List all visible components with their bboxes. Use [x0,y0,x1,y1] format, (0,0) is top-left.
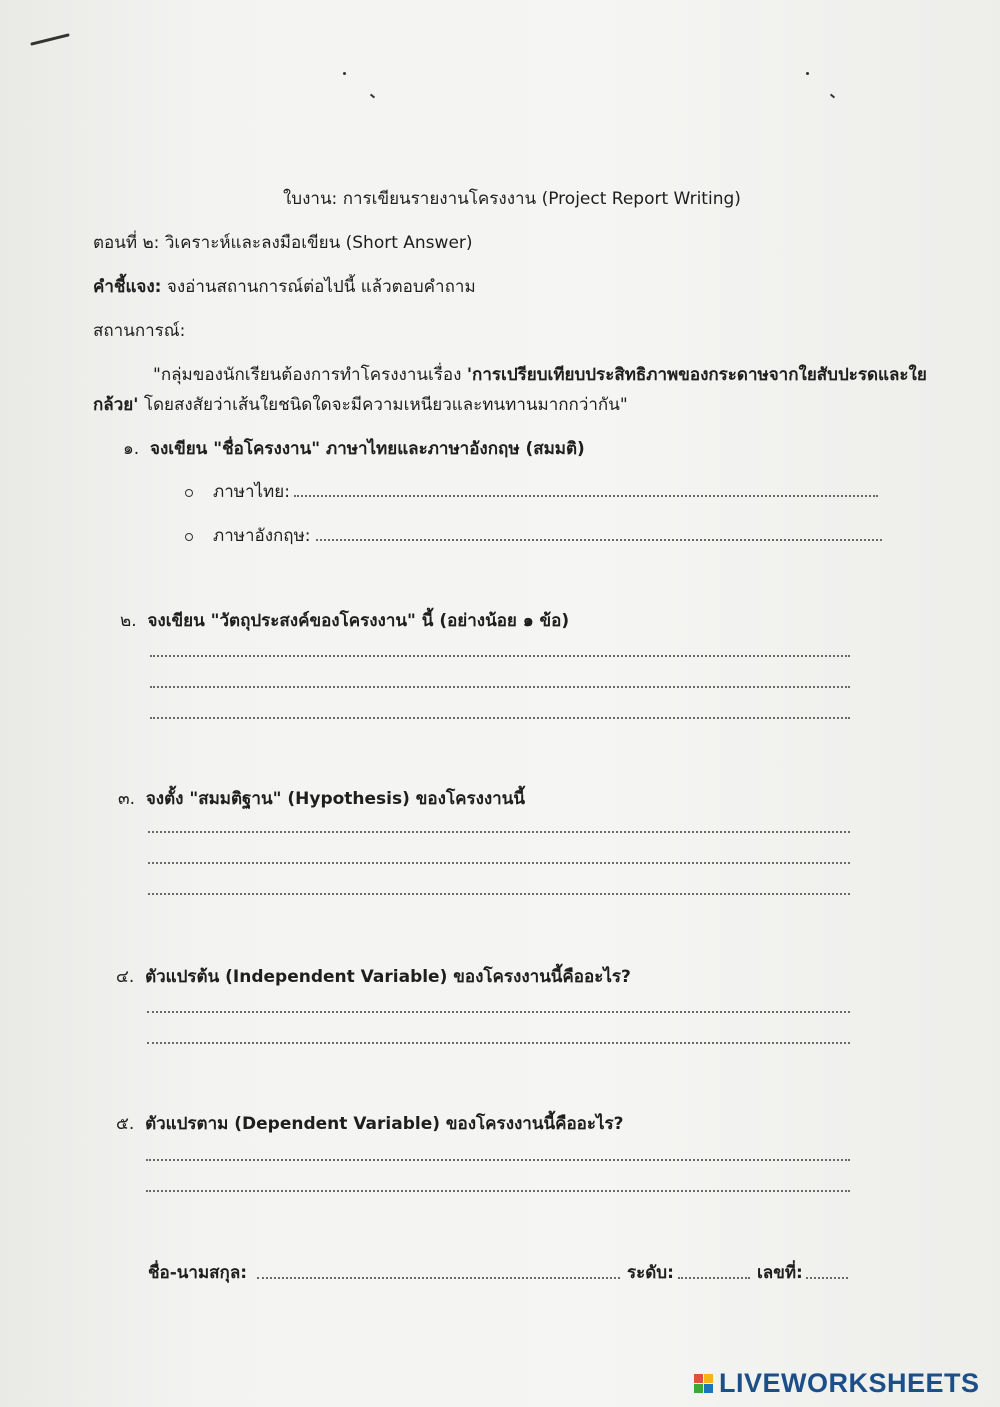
instruction-label: คำชี้แจง: [93,277,162,297]
scenario-text-end: โดยสงสัยว่าเส้นใยชนิดใดจะมีความเหนียวและทนทานมากกว่ากัน" [138,395,628,415]
question-number: ๒. [120,611,137,631]
answer-line[interactable] [146,1159,850,1161]
question-2 [120,610,569,632]
answer-line[interactable] [147,1011,850,1013]
level-label: ระดับ: [627,1263,674,1283]
logo-square-yellow [704,1374,713,1383]
answer-line[interactable] [148,831,850,833]
scenario-project-title: 'การเปรียบเทียบประสิทธิภาพของกระดาษจากใยสับปะรดและใย [466,365,927,385]
logo-square-red [694,1374,703,1383]
name-label: ชื่อ-นามสกุล: [148,1263,248,1283]
question-text: ตัวแปรตาม (Dependent Variable) ของโครงงานนี้คืออะไร? [145,1114,624,1134]
question-3 [118,788,525,810]
question-number: ๕. [116,1114,135,1134]
question-number: ๓. [118,789,136,809]
english-name-answer-line[interactable] [316,539,882,541]
instruction [93,276,476,298]
logo-squares-icon [694,1374,713,1393]
dust-mark [343,72,346,75]
logo-square-blue [704,1384,713,1393]
scenario-project-title-end: กล้วย' [93,395,139,415]
thai-name-answer-line[interactable] [294,495,878,497]
part-heading: ตอนที่ ๒: วิเคราะห์และลงมือเขียน (Short Answer) [93,233,473,253]
thai-name-label: ภาษาไทย: [213,482,290,502]
question-number: ๑. [123,439,140,459]
scenario-line-2 [93,394,628,416]
pen-mark [30,33,70,46]
question-4 [116,966,631,988]
logo-square-green [694,1384,703,1393]
bullet-icon [185,533,193,541]
question-5 [116,1113,624,1135]
question-number: ๔. [116,967,135,987]
question-1 [123,438,585,460]
scenario-label: สถานการณ์: [93,321,186,341]
scenario-text: "กลุ่มของนักเรียนต้องการทำโครงงานเรื่อง [153,365,467,385]
answer-line[interactable] [148,893,850,895]
dust-mark [830,94,835,99]
liveworksheets-logo [694,1368,980,1398]
instruction-text: จงอ่านสถานการณ์ต่อไปนี้ แล้วตอบคำถาม [166,277,476,297]
question-text: จงเขียน "วัตถุประสงค์ของโครงงาน" นี้ (อย่างน้อย ๑ ข้อ) [147,611,570,631]
answer-line[interactable] [148,862,850,864]
question-text: จงตั้ง "สมมติฐาน" (Hypothesis) ของโครงงานนี้ [145,789,525,809]
dust-mark [370,94,375,99]
number-field[interactable] [806,1277,848,1279]
dust-mark [806,72,809,75]
answer-line[interactable] [150,717,850,719]
english-name-label: ภาษาอังกฤษ: [213,526,311,546]
bullet-icon [185,489,193,497]
question-text: ตัวแปรต้น (Independent Variable) ของโครงงานนี้คืออะไร? [145,967,631,987]
logo-text: LIVEWORKSHEETS [719,1367,980,1398]
answer-line[interactable] [147,1042,850,1044]
question-text: จงเขียน "ชื่อโครงงาน" ภาษาไทยและภาษาอังกฤษ (สมมติ) [150,439,585,459]
answer-line[interactable] [150,655,850,657]
answer-line[interactable] [146,1190,850,1192]
answer-line[interactable] [150,686,850,688]
number-label: เลขที่: [757,1263,803,1283]
scenario-line-1 [153,364,927,386]
worksheet-title: ใบงาน: การเขียนรายงานโครงงาน (Project Report Writing) [283,189,741,209]
name-field[interactable] [257,1277,620,1279]
level-field[interactable] [678,1277,750,1279]
